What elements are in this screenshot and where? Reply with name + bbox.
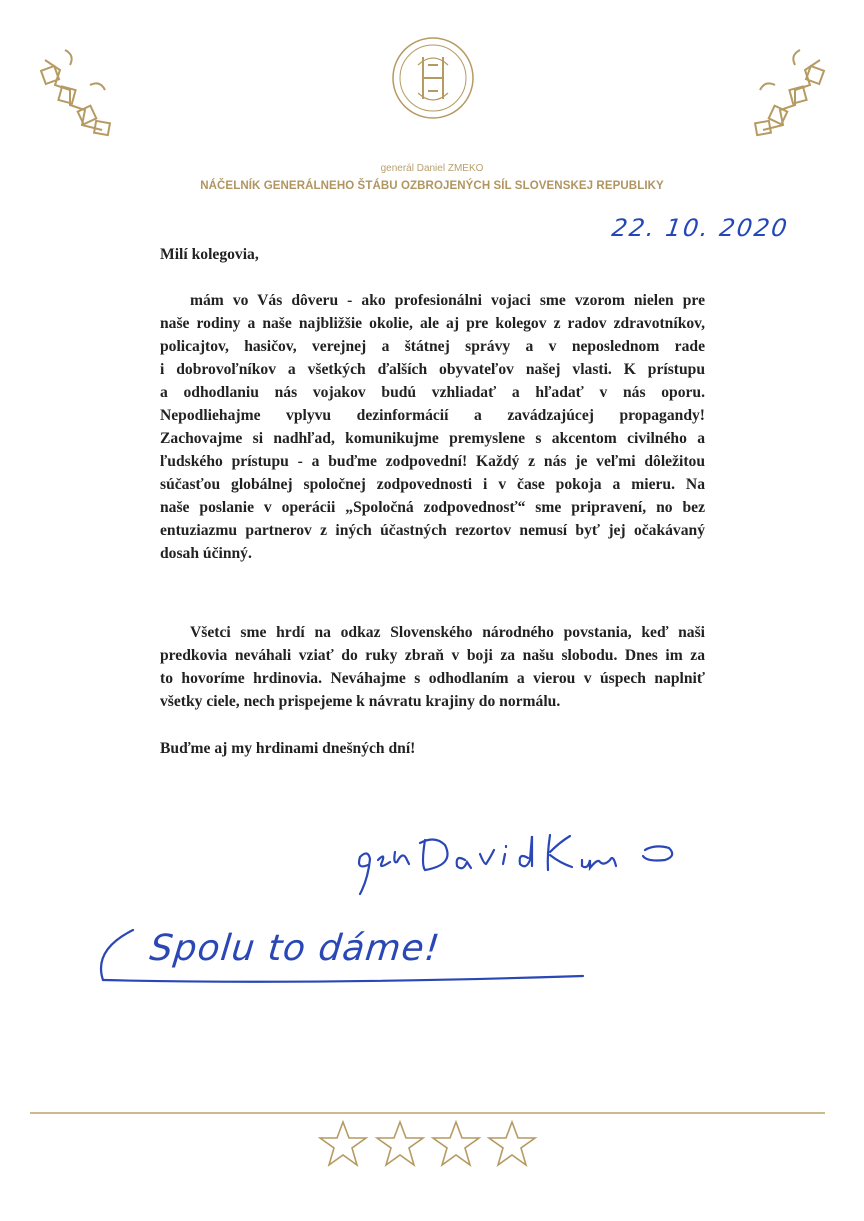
text-line: naše rodiny a naše najbližšie okolie, ale aj pre kolegov z radov zdravotníkov, bbox=[160, 315, 705, 332]
closing-line: Buďme aj my hrdinami dnešných dní! bbox=[160, 740, 416, 757]
text-line: dosah účinný. bbox=[160, 545, 252, 562]
text-line: súčasťou globálnej spoločnej zodpovednosti i v čase pokoja a mieru. Na bbox=[160, 476, 705, 493]
text-line: naše poslanie v operácii „Spoločná zodpovednosť“ sme pripravení, no bez bbox=[160, 499, 705, 516]
paragraph-2 bbox=[160, 621, 705, 713]
text-line: mám vo Vás dôveru - ako profesionálni vojaci sme vzorom nielen pre bbox=[190, 292, 705, 309]
footer-divider bbox=[30, 1112, 825, 1114]
salutation: Milí kolegovia, bbox=[160, 246, 259, 263]
star-icon bbox=[320, 1122, 366, 1165]
letterhead-name: generál Daniel ZMEKO bbox=[380, 163, 484, 174]
letterhead-title: NÁČELNÍK GENERÁLNEHO ŠTÁBU OZBROJENÝCH SÍL SLOVENSKEJ REPUBLIKY bbox=[200, 180, 664, 192]
text-line: ľudského prístupu - a buďme zodpovední! Každý z nás je veľmi dôležitou bbox=[160, 453, 705, 470]
handwritten-date: 22. 10. 2020 bbox=[610, 214, 791, 242]
text-line: všetky ciele, nech prispejeme k návratu krajiny do normálu. bbox=[160, 693, 561, 710]
text-line: Nepodliehajme vplyvu dezinformácií a zavádzajúcej propagandy! bbox=[160, 407, 705, 424]
handwritten-signature bbox=[350, 820, 720, 900]
footer-stars bbox=[318, 1118, 538, 1174]
corner-ornament-right bbox=[740, 40, 830, 140]
handwritten-underline bbox=[95, 918, 595, 998]
star-icon bbox=[489, 1122, 535, 1165]
text-line: Všetci sme hrdí na odkaz Slovenského národného povstania, keď naši bbox=[190, 624, 705, 641]
corner-ornament-left bbox=[35, 40, 125, 140]
text-line: entuziazmu partnerov z iných účastných rezortov nemusí byť jej očakávaný bbox=[160, 522, 705, 539]
text-line: a odhodlaniu nás vojakov budú vzhliadať a hľadať v nás oporu. bbox=[160, 384, 705, 401]
text-line: policajtov, hasičov, verejnej a štátnej správy a v neposlednom rade bbox=[160, 338, 705, 355]
text-line: predkovia neváhali vziať do ruky zbraň v boji za našu slobodu. Dnes im za bbox=[160, 647, 705, 664]
paragraph-1 bbox=[160, 289, 705, 565]
star-icon bbox=[433, 1122, 479, 1165]
text-line: to hovoríme hrdinovia. Neváhajme s odhodlaním a vierou v úspech naplniť bbox=[160, 670, 705, 687]
handwritten-note: Spolu to dáme! bbox=[147, 928, 443, 969]
text-line: Zachovajme si nadhľad, komunikujme premyslene s akcentom civilného a bbox=[160, 430, 705, 447]
text-line: i dobrovoľníkov a všetkých ďalších obyvateľov našej vlasti. K prístupu bbox=[160, 361, 705, 378]
emblem-seal bbox=[390, 35, 476, 121]
star-icon bbox=[377, 1122, 423, 1165]
